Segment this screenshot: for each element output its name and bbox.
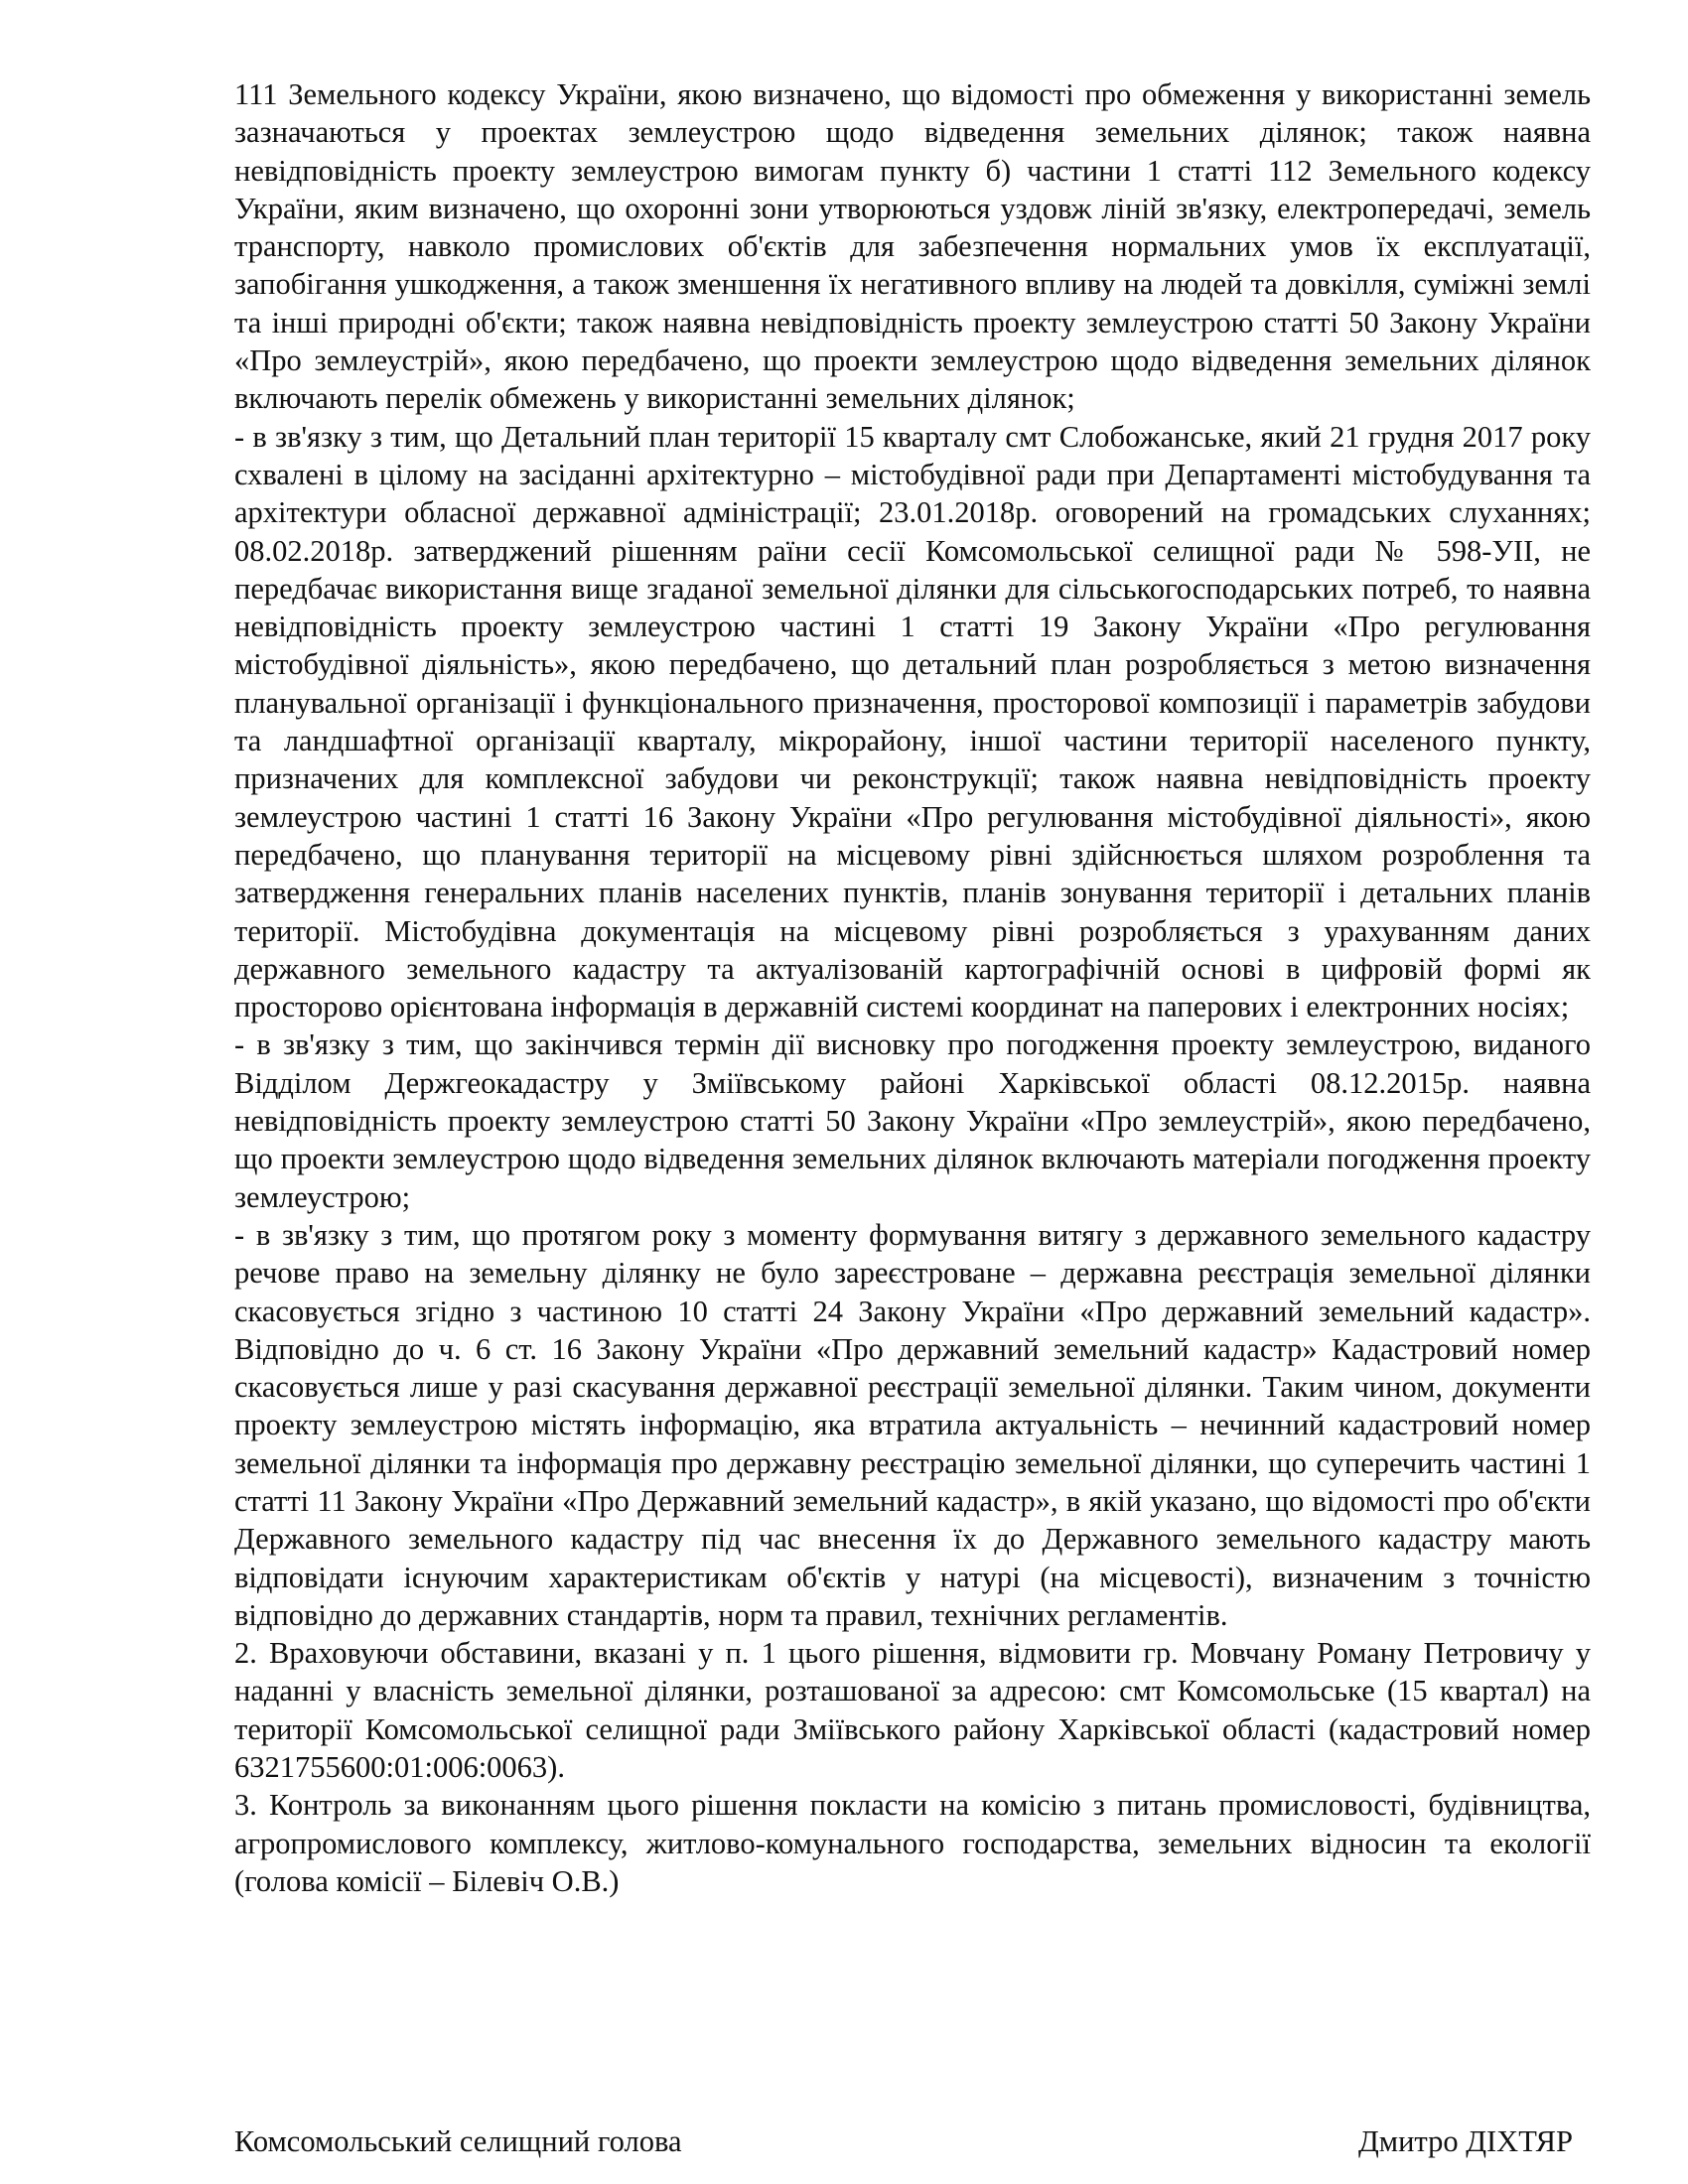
paragraph-expired-conclusion: - в зв'язку з тим, що закінчився термін дії висновку про погодження проекту землеустрою, виданого Відділом Держгеокадастру у Зміївському районі Харківської області 08.12.2015р. наявна невідповідність проекту землеустрою статті 50 Закону України «Про землеустрій», якою передбачено, що проекти землеустрою щодо відведення земельних ділянок включають матеріали погодження проекту землеустрою; xyxy=(234,1027,1591,1214)
paragraph-decision-3: 3. Контроль за виконанням цього рішення покласти на комісію з питань промисловості, будівництва, агропромислового комплексу, житлово-комунального господарства, земельних відносин та екології (голова комісії – Білевіч О.В.) xyxy=(234,1788,1591,1898)
paragraph-cadastre-registration: - в зв'язку з тим, що протягом року з моменту формування витягу з державного земельного кадастру речове право на земельну ділянку не було зареєстроване – державна реєстрація земельної ділянки скасовується згідно з частиною 10 статті 24 Закону України «Про державний земельний кадастр». Відповідно до ч. 6 ст. 16 Закону України «Про державний земельний кадастр» Кадастровий номер скасовується лише у разі скасування державної реєстрації земельної ділянки. Таким чином, документи проекту землеустрою містять інформацію, яка втратила актуальність – нечинний кадастровий номер земельної ділянки та інформація про державну реєстрацію земельної ділянки, що суперечить частині 1 статті 11 Закону України «Про Державний земельний кадастр», в якій указано, що відомості про об'єкти Державного земельного кадастру під час внесення їх до Державного земельного кадастру мають відповідати існуючим характеристикам об'єктів у натурі (на місцевості), визначеним з точністю відповідно до державних стандартів, норм та правил, технічних регламентів. xyxy=(234,1217,1591,1632)
paragraph-article-111: 111 Земельного кодексу України, якою визначено, що відомості про обмеження у використанні земель зазначаються у проектах землеустрою щодо відведення земельних ділянок; також наявна невідповідність проекту землеустрою вимогам пункту б) частини 1 статті 112 Земельного кодексу України, яким визначено, що охоронні зони утворюються уздовж ліній зв'язку, електропередачі, земель транспорту, навколо промислових об'єктів для забезпечення нормальних умов їх експлуатації, запобігання ушкодження, а також зменшення їх негативного впливу на людей та довкілля, суміжні землі та інші природні об'єкти; також наявна невідповідність проекту землеустрою статті 50 Закону України «Про землеустрій», якою передбачено, що проекти землеустрою щодо відведення земельних ділянок включають перелік обмежень у використанні земельних ділянок; xyxy=(234,77,1591,416)
signatory-position: Комсомольський селищний голова xyxy=(234,2124,682,2158)
document-body xyxy=(234,75,1591,1900)
paragraph-detailed-plan: - в зв'язку з тим, що Детальний план території 15 кварталу смт Слобожанське, який 21 грудня 2017 року схвалені в цілому на засіданні архітектурно – містобудівної ради при Департаменті містобудування та архітектури обласної державної адміністрації; 23.01.2018р. оговорений на громадських слуханнях; 08.02.2018р. затверджений рішенням раїни сесії Комсомольської селищної ради № 598-УІІ, не передбачає використання вище згаданої земельної ділянки для сільськогосподарських потреб, то наявна невідповідність проекту землеустрою частині 1 статті 19 Закону України «Про регулювання містобудівної діяльність», якою передбачено, що детальний план розробляється з метою визначення планувальної організації і функціонального призначення, просторової композиції і параметрів забудови та ландшафтної організації кварталу, мікрорайону, іншої частини території населеного пункту, призначених для комплексної забудови чи реконструкції; також наявна невідповідність проекту землеустрою частині 1 статті 16 Закону України «Про регулювання містобудівної діяльності», якою передбачено, що планування території на місцевому рівні здійснюється шляхом розроблення та затвердження генеральних планів населених пунктів, планів зонування території і детальних планів території. Містобудівна документація на місцевому рівні розробляється з урахуванням даних державного земельного кадастру та актуалізованій картографічній основі в цифровій формі як просторово орієнтована інформація в державній системі координат на паперових і електронних носіях; xyxy=(234,419,1591,1024)
paragraph-decision-2: 2. Враховуючи обставини, вказані у п. 1 цього рішення, відмовити гр. Мовчану Роману Петровичу у наданні у власність земельної ділянки, розташованої за адресою: смт Комсомольське (15 квартал) на території Комсомольської селищної ради Зміївського району Харківської області (кадастровий номер 6321755600:01:006:0063). xyxy=(234,1636,1591,1785)
signature-block xyxy=(234,2122,1591,2160)
signatory-name: Дмитро ДІХТЯР xyxy=(1357,2124,1573,2158)
